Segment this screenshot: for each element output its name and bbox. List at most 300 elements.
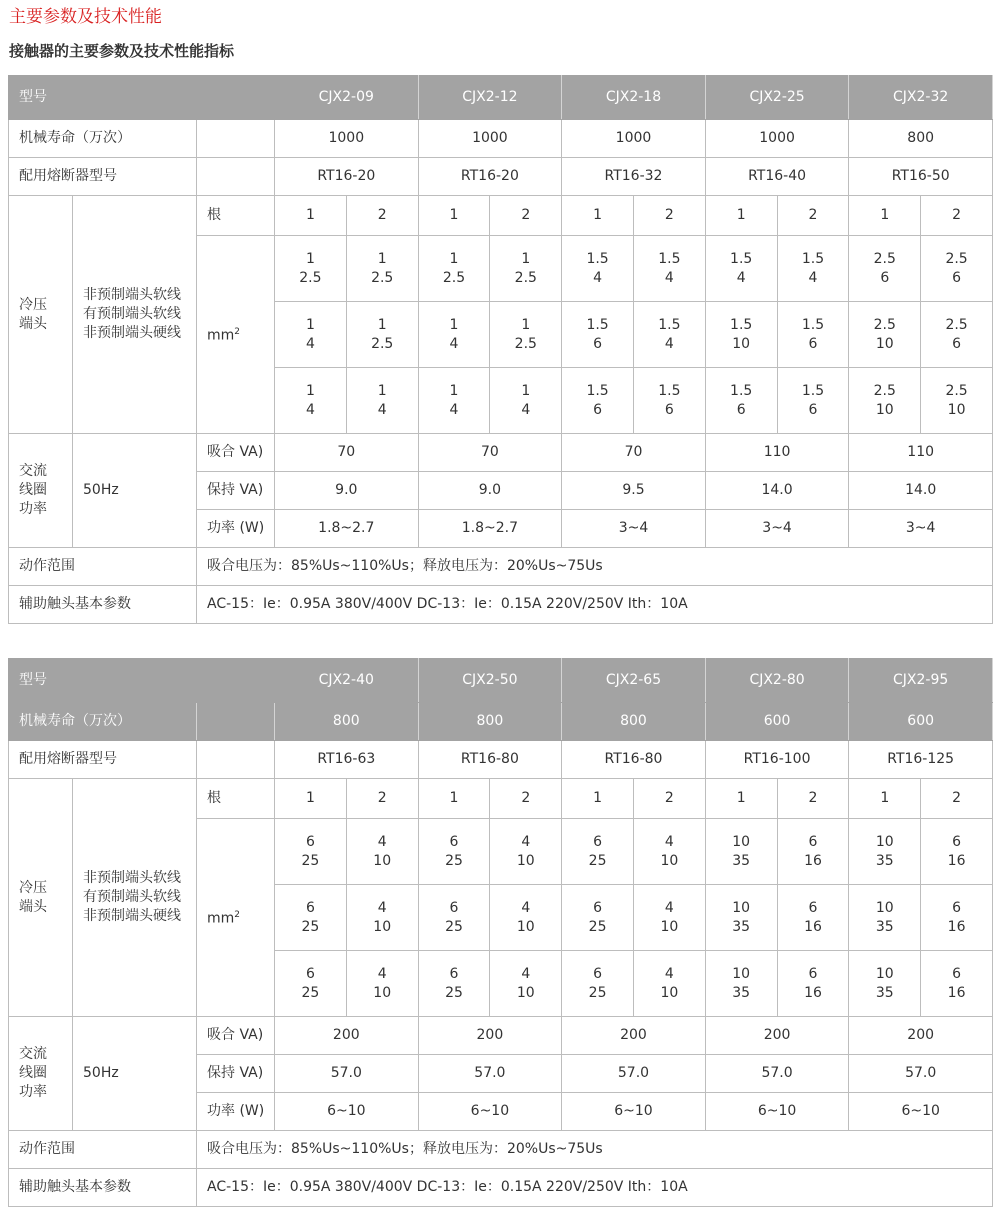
wire-size-max: 25 [301, 984, 320, 1001]
wire-size-min: 1 [449, 316, 459, 333]
hold-row-value: 57.0 [849, 1055, 993, 1093]
wire-size-min: 10 [732, 833, 751, 850]
hold-row-value: 57.0 [275, 1055, 419, 1093]
wire-size-max: 2.5 [514, 335, 537, 352]
wire-size-cell [346, 819, 418, 885]
action-label: 动作范围 [9, 548, 197, 586]
wire-size-min: 2.5 [873, 382, 896, 399]
wire-size-cell [705, 302, 777, 368]
root-count: 2 [777, 779, 849, 819]
wire-size-max: 16 [947, 852, 966, 869]
wire-size-cell [418, 885, 490, 951]
wire-size-max: 16 [804, 918, 822, 935]
life-value: 1000 [562, 120, 706, 158]
life-value: 800 [562, 703, 706, 741]
fuse-spacer [197, 741, 275, 779]
wire-size-min: 1 [521, 250, 531, 267]
wire-size-min: 6 [449, 833, 459, 850]
wire-size-cell [921, 302, 993, 368]
wire-size-cell [921, 885, 993, 951]
fuse-value: RT16-32 [562, 158, 706, 196]
fuse-label: 配用熔断器型号 [9, 741, 197, 779]
hold-row-value: 14.0 [705, 472, 849, 510]
wire-size-cell [418, 951, 490, 1017]
hold-row-value: 57.0 [562, 1055, 706, 1093]
wire-size-min: 1.5 [801, 250, 825, 267]
root-count: 2 [633, 779, 705, 819]
wire-size-max: 35 [732, 984, 751, 1001]
wire-size-min: 1.5 [730, 250, 753, 267]
power-row-value: 6~10 [705, 1093, 849, 1131]
model-name: CJX2-12 [418, 76, 562, 120]
action-label: 动作范围 [9, 1131, 197, 1169]
life-value: 600 [705, 703, 849, 741]
wire-size-min: 4 [521, 899, 531, 916]
wire-size-cell [562, 885, 634, 951]
wire-size-max: 25 [588, 852, 607, 869]
mm2-unit [197, 236, 275, 434]
wire-size-cell [777, 885, 849, 951]
wire-size-min: 1.5 [801, 316, 825, 333]
wire-size-cell [490, 819, 562, 885]
pull-row-value: 70 [275, 434, 419, 472]
wire-size-min: 1.5 [730, 382, 753, 399]
wire-size-min: 1 [449, 250, 459, 267]
wire-size-min: 1.5 [730, 316, 753, 333]
wire-size-cell [562, 819, 634, 885]
wire-size-cell [275, 885, 347, 951]
root-count: 1 [705, 779, 777, 819]
page-subtitle: 接触器的主要参数及技术性能指标 [9, 42, 235, 60]
life-value: 800 [849, 120, 993, 158]
model-label: 型号 [9, 76, 275, 120]
wire-type-list [73, 779, 197, 1017]
wire-size-min: 6 [808, 965, 818, 982]
wire-size-cell [418, 236, 490, 302]
wire-size-min: 1 [305, 316, 315, 333]
wire-size-min: 1.5 [801, 382, 825, 399]
root-count: 2 [921, 779, 993, 819]
wire-size-min: 1.5 [658, 316, 681, 333]
wire-size-cell [705, 885, 777, 951]
root-count: 1 [705, 196, 777, 236]
wire-size-min: 1 [521, 316, 531, 333]
root-count: 2 [346, 196, 418, 236]
wire-size-min: 6 [449, 965, 459, 982]
wire-size-min: 2.5 [945, 316, 968, 333]
pull-row-value: 70 [418, 434, 562, 472]
wire-size-cell [777, 368, 849, 434]
life-spacer [197, 703, 275, 741]
wire-size-min: 1.5 [658, 250, 681, 267]
power-row-value: 1.8~2.7 [275, 510, 419, 548]
model-name: CJX2-09 [275, 76, 419, 120]
wire-size-cell [849, 951, 921, 1017]
cold-terminal-label: 冷压端头 [9, 196, 73, 434]
wire-size-max: 6 [952, 269, 962, 286]
pull-row-value: 200 [418, 1017, 562, 1055]
wire-size-max: 35 [875, 984, 894, 1001]
wire-size-min: 6 [952, 833, 962, 850]
wire-size-cell [490, 302, 562, 368]
pull-row-value: 200 [849, 1017, 993, 1055]
power-row-value: 6~10 [849, 1093, 993, 1131]
mm-unit-label: mm [207, 327, 235, 344]
wire-size-max: 10 [732, 335, 751, 352]
wire-size-min: 6 [449, 899, 459, 916]
aux-value: AC-15：Ie：0.95A 380V/400V DC-13：Ie：0.15A 220V/250V Ith：10A [197, 1169, 993, 1207]
wire-size-cell [562, 951, 634, 1017]
wire-size-max: 4 [449, 335, 459, 352]
mm-unit-sup: 2 [234, 910, 241, 921]
wire-size-max: 25 [445, 852, 463, 869]
power-row-value: 6~10 [418, 1093, 562, 1131]
wire-size-min: 4 [377, 965, 387, 982]
wire-size-cell [346, 236, 418, 302]
frequency: 50Hz [73, 434, 197, 548]
wire-size-max: 25 [445, 984, 463, 1001]
wire-size-cell [921, 951, 993, 1017]
coil-power-label: 交流线圈功率 [9, 434, 73, 548]
power-row-value: 1.8~2.7 [418, 510, 562, 548]
fuse-value: RT16-40 [705, 158, 849, 196]
wire-size-min: 1 [305, 382, 315, 399]
pull-row-value: 110 [849, 434, 993, 472]
model-label: 型号 [9, 659, 275, 703]
wire-size-max: 4 [449, 401, 459, 418]
model-row [9, 659, 993, 703]
action-row [9, 548, 993, 586]
root-row [9, 196, 993, 236]
root-count: 2 [633, 196, 705, 236]
wire-size-max: 16 [947, 918, 966, 935]
wire-size-min: 4 [664, 833, 674, 850]
wire-size-cell [777, 819, 849, 885]
wire-size-cell [490, 951, 562, 1017]
model-name: CJX2-80 [705, 659, 849, 703]
hold-row-label: 保持 VA) [197, 472, 275, 510]
wire-size-min: 1 [521, 382, 531, 399]
wire-size-max: 10 [516, 918, 535, 935]
wire-type: 非预制端头软线 [83, 287, 181, 303]
wire-size-max: 10 [373, 984, 392, 1001]
wire-size-cell [562, 368, 634, 434]
wire-size-cell [275, 819, 347, 885]
wire-size-max: 25 [301, 852, 320, 869]
life-value: 800 [275, 703, 419, 741]
hold-row-value: 14.0 [849, 472, 993, 510]
wire-size-max: 2.5 [371, 335, 394, 352]
wire-size-max: 10 [875, 335, 894, 352]
wire-type: 有预制端头软线 [83, 306, 181, 322]
wire-size-max: 2.5 [442, 269, 466, 286]
wire-size-max: 10 [373, 918, 392, 935]
wire-size-max: 4 [305, 401, 315, 418]
pull-row-value: 200 [275, 1017, 419, 1055]
life-spacer [197, 120, 275, 158]
wire-size-min: 6 [952, 965, 962, 982]
fuse-label: 配用熔断器型号 [9, 158, 197, 196]
wire-size-max: 6 [593, 335, 603, 352]
wire-size-max: 2.5 [514, 269, 537, 286]
wire-size-max: 10 [373, 852, 392, 869]
wire-size-max: 6 [593, 401, 603, 418]
pull-row-value: 200 [562, 1017, 706, 1055]
life-row [9, 703, 993, 741]
wire-size-cell [418, 302, 490, 368]
fuse-value: RT16-125 [849, 741, 993, 779]
wire-size-cell [562, 236, 634, 302]
wire-size-min: 1 [377, 250, 387, 267]
life-row [9, 120, 993, 158]
hold-row-value: 57.0 [705, 1055, 849, 1093]
wire-size-max: 6 [880, 269, 890, 286]
fuse-row [9, 158, 993, 196]
wire-size-cell [921, 236, 993, 302]
power-row-value: 3~4 [705, 510, 849, 548]
wire-size-cell [418, 368, 490, 434]
aux-label: 辅助触头基本参数 [9, 1169, 197, 1207]
fuse-value: RT16-50 [849, 158, 993, 196]
frequency: 50Hz [73, 1017, 197, 1131]
model-name: CJX2-65 [562, 659, 706, 703]
wire-size-min: 4 [377, 833, 387, 850]
wire-size-max: 4 [377, 401, 387, 418]
root-count: 1 [275, 196, 347, 236]
wire-size-min: 4 [521, 833, 531, 850]
wire-type: 非预制端头硬线 [83, 325, 181, 341]
wire-size-max: 6 [808, 335, 818, 352]
wire-size-max: 25 [588, 918, 607, 935]
wire-size-cell [705, 819, 777, 885]
root-count: 2 [921, 196, 993, 236]
aux-value: AC-15：Ie：0.95A 380V/400V DC-13：Ie：0.15A 220V/250V Ith：10A [197, 586, 993, 624]
life-value: 1000 [418, 120, 562, 158]
cold-terminal-label: 冷压端头 [9, 779, 73, 1017]
wire-size-cell [849, 885, 921, 951]
root-count: 1 [418, 196, 490, 236]
hold-row-value: 9.0 [275, 472, 419, 510]
wire-size-cell [633, 236, 705, 302]
life-value: 1000 [705, 120, 849, 158]
wire-size-cell [275, 368, 347, 434]
life-value: 1000 [275, 120, 419, 158]
wire-size-max: 6 [808, 401, 818, 418]
power-row-value: 3~4 [849, 510, 993, 548]
root-row [9, 779, 993, 819]
pull-row [9, 1017, 993, 1055]
fuse-value: RT16-80 [562, 741, 706, 779]
hold-row-value: 57.0 [418, 1055, 562, 1093]
model-row [9, 76, 993, 120]
wire-size-cell [849, 819, 921, 885]
fuse-value: RT16-80 [418, 741, 562, 779]
wire-size-min: 6 [808, 833, 818, 850]
wire-size-min: 6 [593, 965, 603, 982]
wire-size-max: 6 [952, 335, 962, 352]
wire-size-max: 2.5 [299, 269, 322, 286]
wire-size-cell [921, 819, 993, 885]
model-name: CJX2-40 [275, 659, 419, 703]
wire-size-max: 10 [660, 984, 679, 1001]
action-value: 吸合电压为：85%Us~110%Us；释放电压为：20%Us~75Us [197, 548, 993, 586]
wire-size-cell [777, 302, 849, 368]
wire-size-min: 10 [875, 899, 894, 916]
wire-size-min: 6 [593, 833, 603, 850]
wire-size-min: 1 [305, 250, 315, 267]
wire-size-min: 10 [875, 833, 894, 850]
wire-size-min: 4 [377, 899, 387, 916]
root-count: 2 [490, 196, 562, 236]
wire-size-max: 25 [445, 918, 463, 935]
wire-size-max: 10 [516, 852, 535, 869]
hold-row-value: 9.0 [418, 472, 562, 510]
wire-size-min: 6 [305, 965, 315, 982]
wire-size-min: 1.5 [586, 250, 609, 267]
wire-size-min: 10 [875, 965, 894, 982]
root-label: 根 [197, 779, 275, 819]
root-count: 2 [490, 779, 562, 819]
model-name: CJX2-32 [849, 76, 993, 120]
wire-size-min: 10 [732, 899, 751, 916]
root-count: 1 [849, 196, 921, 236]
wire-size-min: 1.5 [658, 382, 681, 399]
wire-size-cell [346, 368, 418, 434]
spec-table-1 [8, 75, 993, 624]
page-title: 主要参数及技术性能 [9, 7, 162, 27]
action-value: 吸合电压为：85%Us~110%Us；释放电压为：20%Us~75Us [197, 1131, 993, 1169]
wire-size-min: 6 [305, 833, 315, 850]
wire-size-max: 4 [808, 269, 818, 286]
wire-size-cell [705, 951, 777, 1017]
wire-size-max: 4 [305, 335, 315, 352]
coil-power-label: 交流线圈功率 [9, 1017, 73, 1131]
wire-size-max: 4 [736, 269, 746, 286]
wire-size-max: 4 [593, 269, 603, 286]
wire-size-min: 1 [449, 382, 459, 399]
wire-size-cell [490, 885, 562, 951]
root-count: 2 [777, 196, 849, 236]
root-count: 1 [849, 779, 921, 819]
wire-size-cell [705, 236, 777, 302]
wire-size-min: 6 [305, 899, 315, 916]
mm-unit-sup: 2 [234, 327, 241, 338]
pull-row-value: 70 [562, 434, 706, 472]
wire-size-max: 10 [947, 401, 966, 418]
wire-size-max: 4 [664, 335, 674, 352]
wire-size-cell [777, 951, 849, 1017]
mm-unit-label: mm [207, 910, 235, 927]
wire-size-cell [921, 368, 993, 434]
power-row-value: 6~10 [562, 1093, 706, 1131]
wire-size-max: 10 [875, 401, 894, 418]
wire-size-cell [346, 885, 418, 951]
hold-row-value: 9.5 [562, 472, 706, 510]
action-row [9, 1131, 993, 1169]
life-value: 600 [849, 703, 993, 741]
wire-size-min: 2.5 [945, 250, 968, 267]
wire-size-cell [346, 302, 418, 368]
wire-size-cell [633, 951, 705, 1017]
wire-size-max: 10 [516, 984, 535, 1001]
pull-row-label: 吸合 VA) [197, 434, 275, 472]
wire-size-min: 4 [521, 965, 531, 982]
fuse-value: RT16-63 [275, 741, 419, 779]
wire-size-cell [346, 951, 418, 1017]
wire-size-max: 35 [875, 918, 894, 935]
model-name: CJX2-18 [562, 76, 706, 120]
hold-row-label: 保持 VA) [197, 1055, 275, 1093]
wire-size-max: 25 [301, 918, 320, 935]
wire-size-min: 1 [377, 382, 387, 399]
wire-size-cell [849, 236, 921, 302]
life-label: 机械寿命（万次） [9, 703, 197, 741]
model-name: CJX2-25 [705, 76, 849, 120]
wire-size-max: 4 [664, 269, 674, 286]
wire-size-cell [849, 368, 921, 434]
wire-size-min: 4 [664, 899, 674, 916]
spec-table-2 [8, 658, 993, 1207]
root-count: 1 [562, 779, 634, 819]
model-name: CJX2-50 [418, 659, 562, 703]
wire-size-cell [562, 302, 634, 368]
power-row-label: 功率 (W) [197, 1093, 275, 1131]
wire-size-min: 2.5 [873, 316, 896, 333]
wire-size-max: 35 [732, 852, 751, 869]
wire-size-cell [418, 819, 490, 885]
wire-size-cell [633, 368, 705, 434]
power-row-label: 功率 (W) [197, 510, 275, 548]
wire-size-cell [490, 236, 562, 302]
aux-row [9, 1169, 993, 1207]
wire-size-min: 2.5 [945, 382, 968, 399]
wire-size-max: 10 [660, 852, 679, 869]
root-label: 根 [197, 196, 275, 236]
wire-size-min: 1.5 [586, 382, 609, 399]
wire-size-min: 6 [952, 899, 962, 916]
pull-row-label: 吸合 VA) [197, 1017, 275, 1055]
wire-size-cell [275, 236, 347, 302]
wire-size-max: 10 [660, 918, 679, 935]
wire-type: 有预制端头软线 [83, 889, 181, 905]
power-row-value: 6~10 [275, 1093, 419, 1131]
wire-size-max: 16 [804, 852, 822, 869]
wire-type: 非预制端头硬线 [83, 908, 181, 924]
power-row-value: 3~4 [562, 510, 706, 548]
wire-size-min: 1 [377, 316, 387, 333]
wire-size-min: 4 [664, 965, 674, 982]
wire-size-max: 6 [736, 401, 746, 418]
wire-type-list [73, 196, 197, 434]
wire-size-min: 2.5 [873, 250, 896, 267]
pull-row [9, 434, 993, 472]
wire-size-cell [633, 302, 705, 368]
model-name: CJX2-95 [849, 659, 993, 703]
wire-size-max: 16 [804, 984, 822, 1001]
fuse-value: RT16-100 [705, 741, 849, 779]
fuse-value: RT16-20 [418, 158, 562, 196]
root-count: 1 [418, 779, 490, 819]
fuse-value: RT16-20 [275, 158, 419, 196]
root-count: 1 [562, 196, 634, 236]
wire-size-min: 6 [808, 899, 818, 916]
root-count: 1 [275, 779, 347, 819]
pull-row-value: 110 [705, 434, 849, 472]
fuse-row [9, 741, 993, 779]
wire-size-max: 2.5 [371, 269, 394, 286]
wire-size-cell [275, 951, 347, 1017]
mm2-unit [197, 819, 275, 1017]
